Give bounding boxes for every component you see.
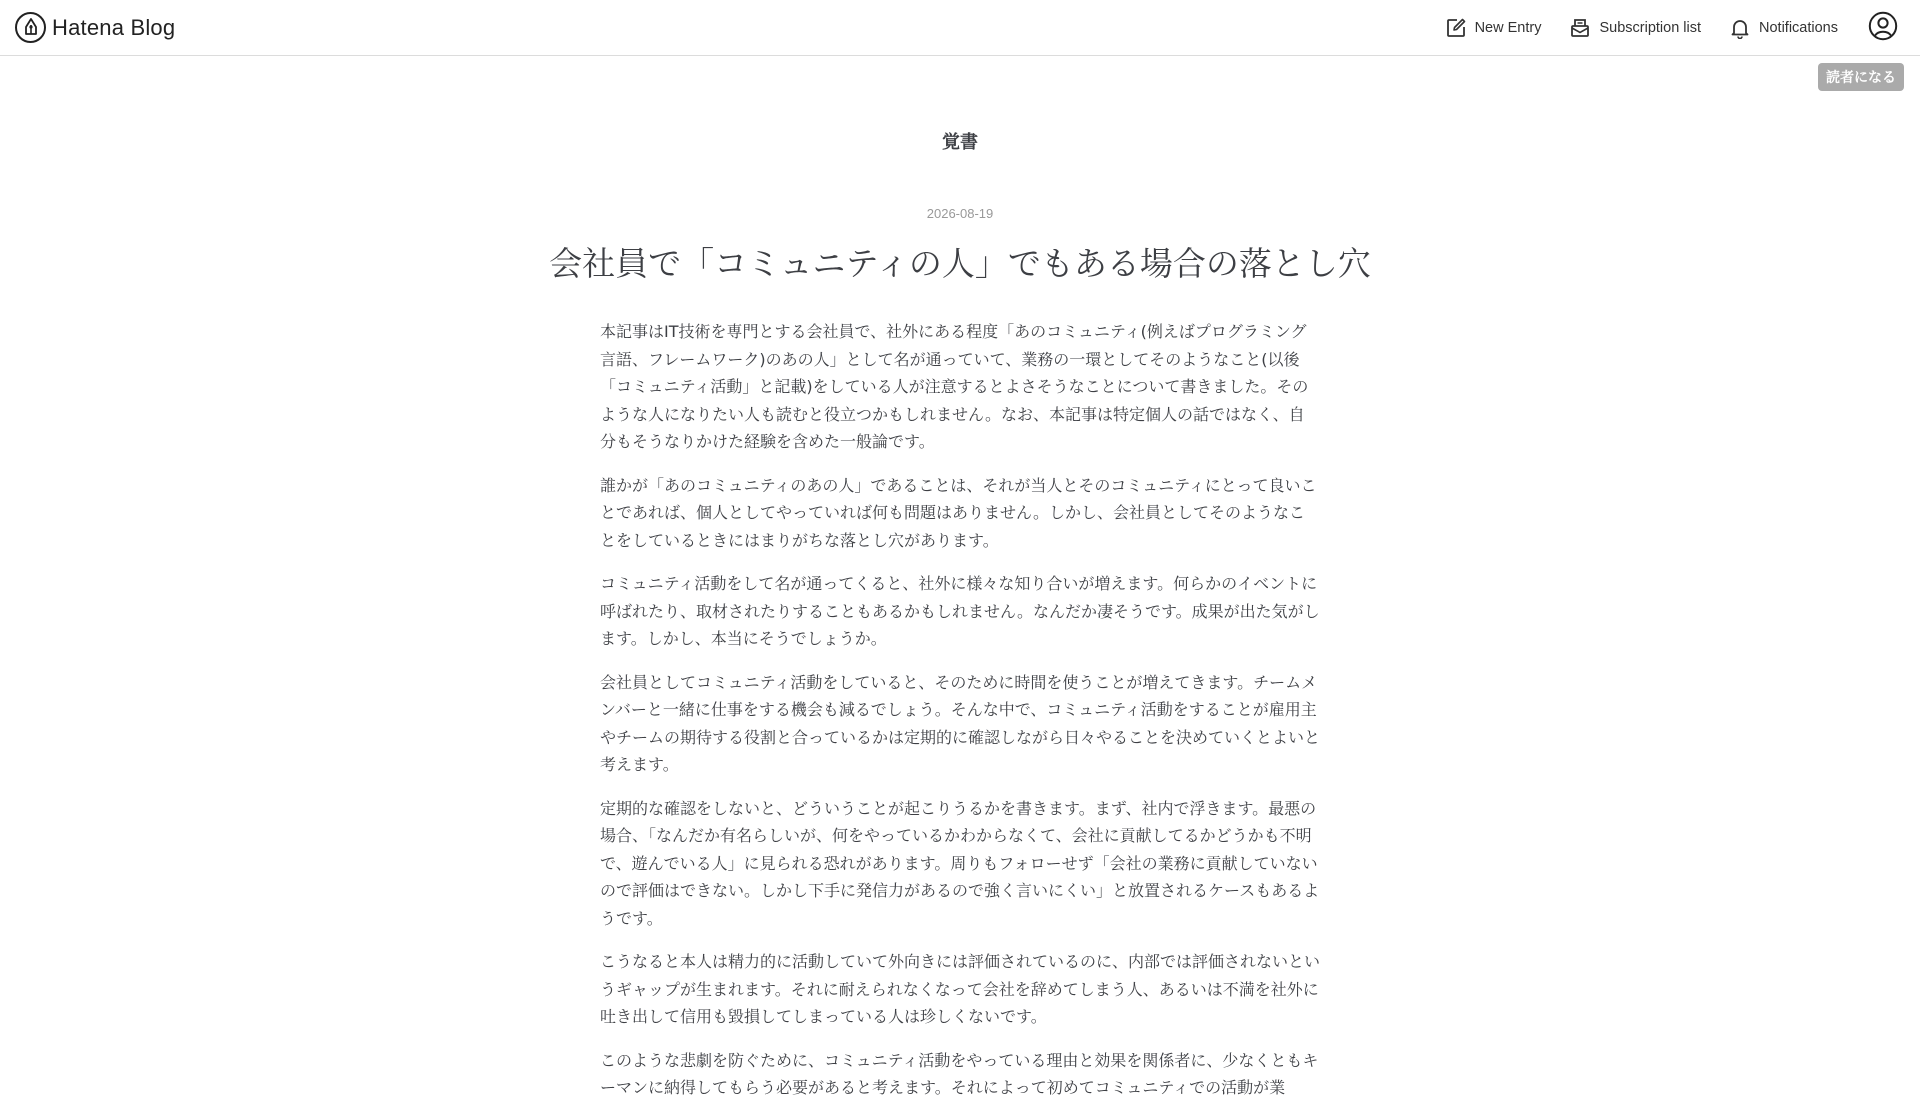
user-menu-button[interactable] bbox=[1868, 11, 1898, 45]
subscription-icon bbox=[1569, 17, 1591, 39]
notifications-label: Notifications bbox=[1759, 19, 1838, 36]
logo-text: Hatena Blog bbox=[52, 14, 176, 40]
top-navigation-bar bbox=[0, 0, 1920, 56]
subscription-list-button[interactable] bbox=[1569, 17, 1701, 39]
entry-paragraph: こうなると本人は精力的に活動していて外向きには評価されているのに、内部では評価されないというギャップが生まれます。それに耐えられなくなって会社を辞めてしまう人、あるいは不満を社外に吐き出して信用も毀損してしまっている人は珍しくないです。 bbox=[600, 952, 1321, 1026]
entry-paragraph: このような悲劇を防ぐために、コミュニティ活動をやっている理由と効果を関係者に、少なくともキーマンに納得してもらう必要があると考えます。それによって初めてコミュニティでの活動が業 bbox=[600, 1050, 1319, 1097]
notifications-button[interactable] bbox=[1729, 17, 1838, 39]
bell-icon bbox=[1729, 17, 1751, 39]
hatena-pen-icon bbox=[15, 12, 46, 43]
entry-paragraph: コミュニティ活動をして名が通ってくると、社外に様々な知り合いが増えます。何らかのイベントに呼ばれたり、取材されたりすることもあるかもしれません。なんだか凄そうです。成果が出た気がします。しかし、本当にそうでしょうか。 bbox=[600, 574, 1320, 648]
subscription-list-label: Subscription list bbox=[1599, 19, 1702, 36]
entry-title[interactable]: 会社員で「コミュニティの人」でもある場合の落とし穴 bbox=[549, 244, 1371, 283]
blog-title[interactable]: 覚書 bbox=[942, 132, 978, 153]
entry-paragraph: 本記事はIT技術を専門とする会社員で、社外にある程度「あのコミュニティ(例えばプログラミング言語、フレームワーク)のあの人」として名が通っていて、業務の一環としてそのようなこと(以後「コミュニティ活動」と記載)をしている人が注意するとよさそうなことについて書きました。そのような人になりたい人も読むと役立つかもしれません。なお、本記事は特定個人の話ではなく、自分もそうなりかけた経験を含めた一般論です。 bbox=[600, 322, 1309, 451]
entry-date[interactable]: 2026-08-19 bbox=[926, 206, 994, 221]
entry-body bbox=[600, 318, 1320, 1118]
entry-paragraph: 定期的な確認をしないと、どういうことが起こりうるかを書きます。まず、社内で浮きます。最悪の場合、「なんだか有名らしいが、何をやっているかわからなくて、会社に貢献してるかどうかも不明で、遊んでいる人」に見られる恐れがあります。周りもフォローせず「会社の業務に貢献していないので評価はできない。しかし下手に発信力があるので強く言いにくい」と放置されるケースもあるようです。 bbox=[600, 798, 1320, 928]
entry-paragraph: 誰かが「あのコミュニティのあの人」であることは、それが当人とそのコミュニティにとって良いことであれば、個人としてやっていれば何も問題はありません。しかし、会社員としてそのようなことをしているときにはまりがちな落とし穴があります。 bbox=[600, 475, 1317, 550]
new-entry-label: New Entry bbox=[1474, 19, 1542, 36]
entry-paragraph: 会社員としてコミュニティ活動をしていると、そのために時間を使うことが増えてきます。チームメンバーと一緒に仕事をする機会も減るでしょう。そんな中で、コミュニティ活動をすることが雇用主やチームの期待する役割と合っているかは定期的に確認しながら日々やることを決めていくとよいと考えます。 bbox=[600, 672, 1321, 774]
hatena-blog-logo[interactable] bbox=[15, 12, 175, 43]
edit-icon bbox=[1445, 17, 1467, 39]
subscribe-button[interactable]: 読者になる bbox=[1818, 63, 1904, 91]
new-entry-button[interactable] bbox=[1445, 17, 1542, 39]
user-avatar-icon bbox=[1868, 26, 1898, 45]
header-nav bbox=[1445, 11, 1898, 45]
